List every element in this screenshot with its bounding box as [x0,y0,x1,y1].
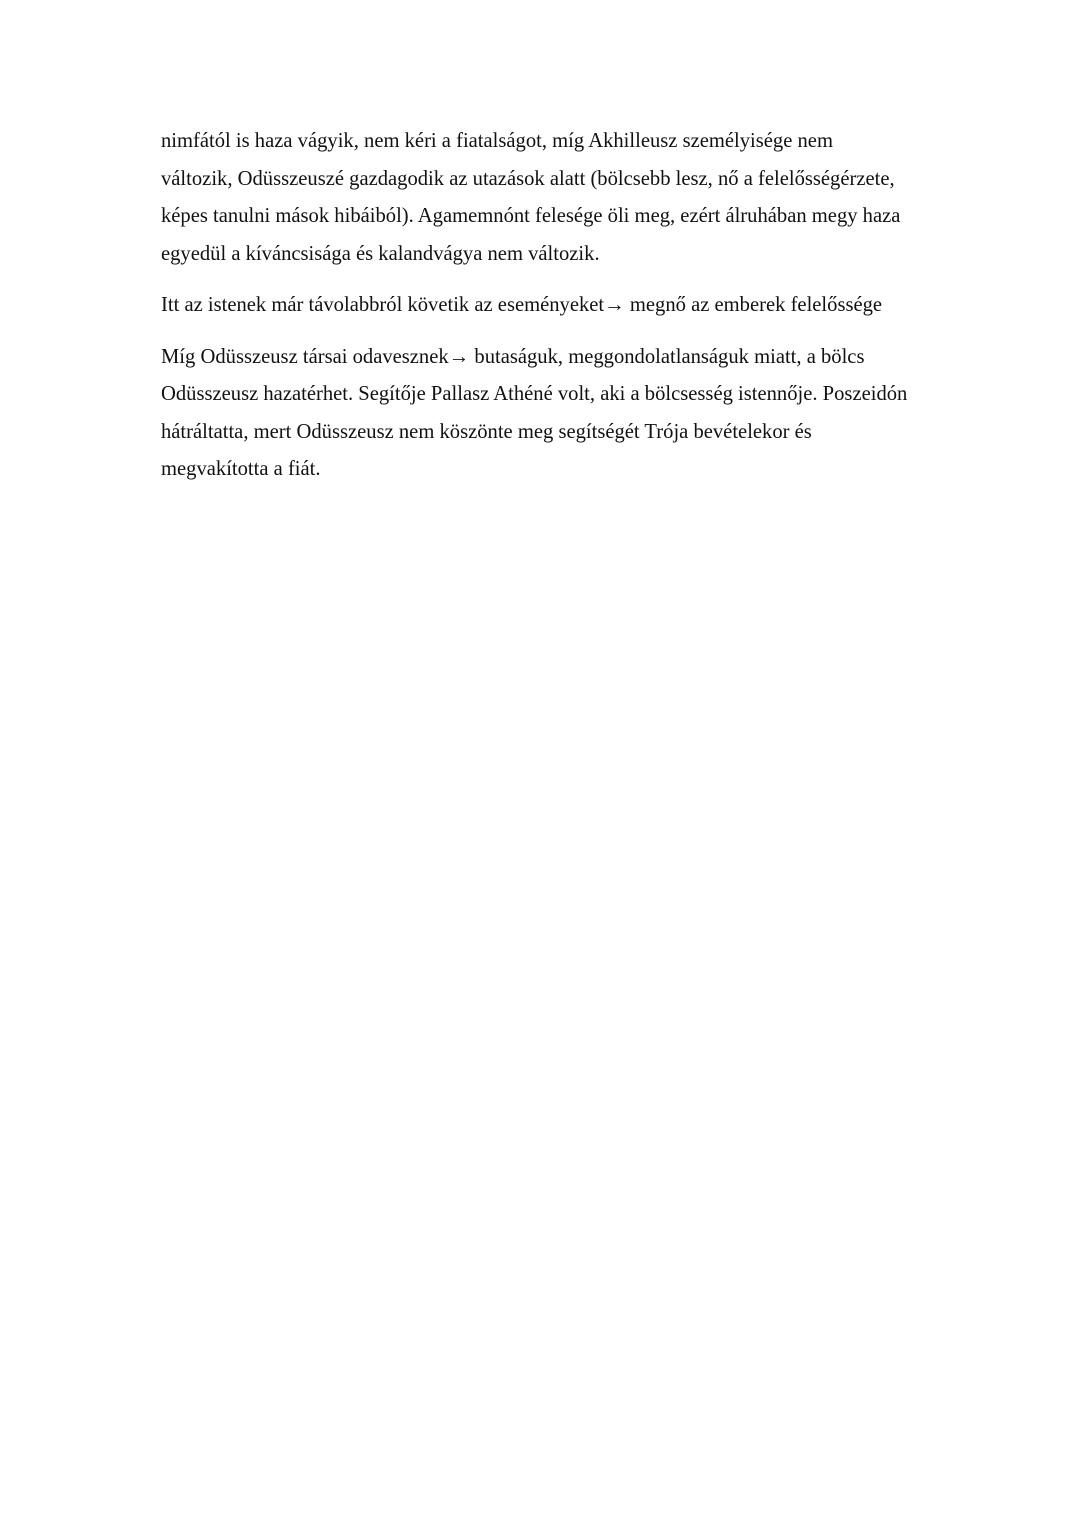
text-line: hátráltatta, mert Odüsszeusz nem köszönte meg segítségét Trója bevételekor és [161,420,812,443]
text-line: nimfától is haza vágyik, nem kéri a fiatalságot, míg Akhilleusz személyisége nem [161,130,833,152]
paragraph-3 [161,339,961,489]
text-line: változik, Odüsszeuszé gazdagodik az utazások alatt (bölcsebb lesz, nő a felelősségérzete, [161,167,895,190]
text-line: megvakította a fiát. [161,458,321,480]
text-line: egyedül a kíváncsisága és kalandvágya nem változik. [161,242,600,265]
paragraph-2 [161,287,961,325]
document-body [161,123,961,503]
text-line: Itt az istenek már távolabbról követik az eseményeket→ megnő az emberek felelőssége [161,294,883,316]
text-line: Odüsszeusz hazatérhet. Segítője Pallasz Athéné volt, aki a bölcsesség istennője. Poszeidón [161,383,908,405]
paragraph-1 [161,123,961,273]
text-line: Míg Odüsszeusz társai odavesznek→ butaságuk, meggondolatlanságuk miatt, a bölcs [161,345,865,368]
text-line: képes tanulni mások hibáiból). Agamemnónt felesége öli meg, ezért álruhában megy haza [161,205,901,227]
